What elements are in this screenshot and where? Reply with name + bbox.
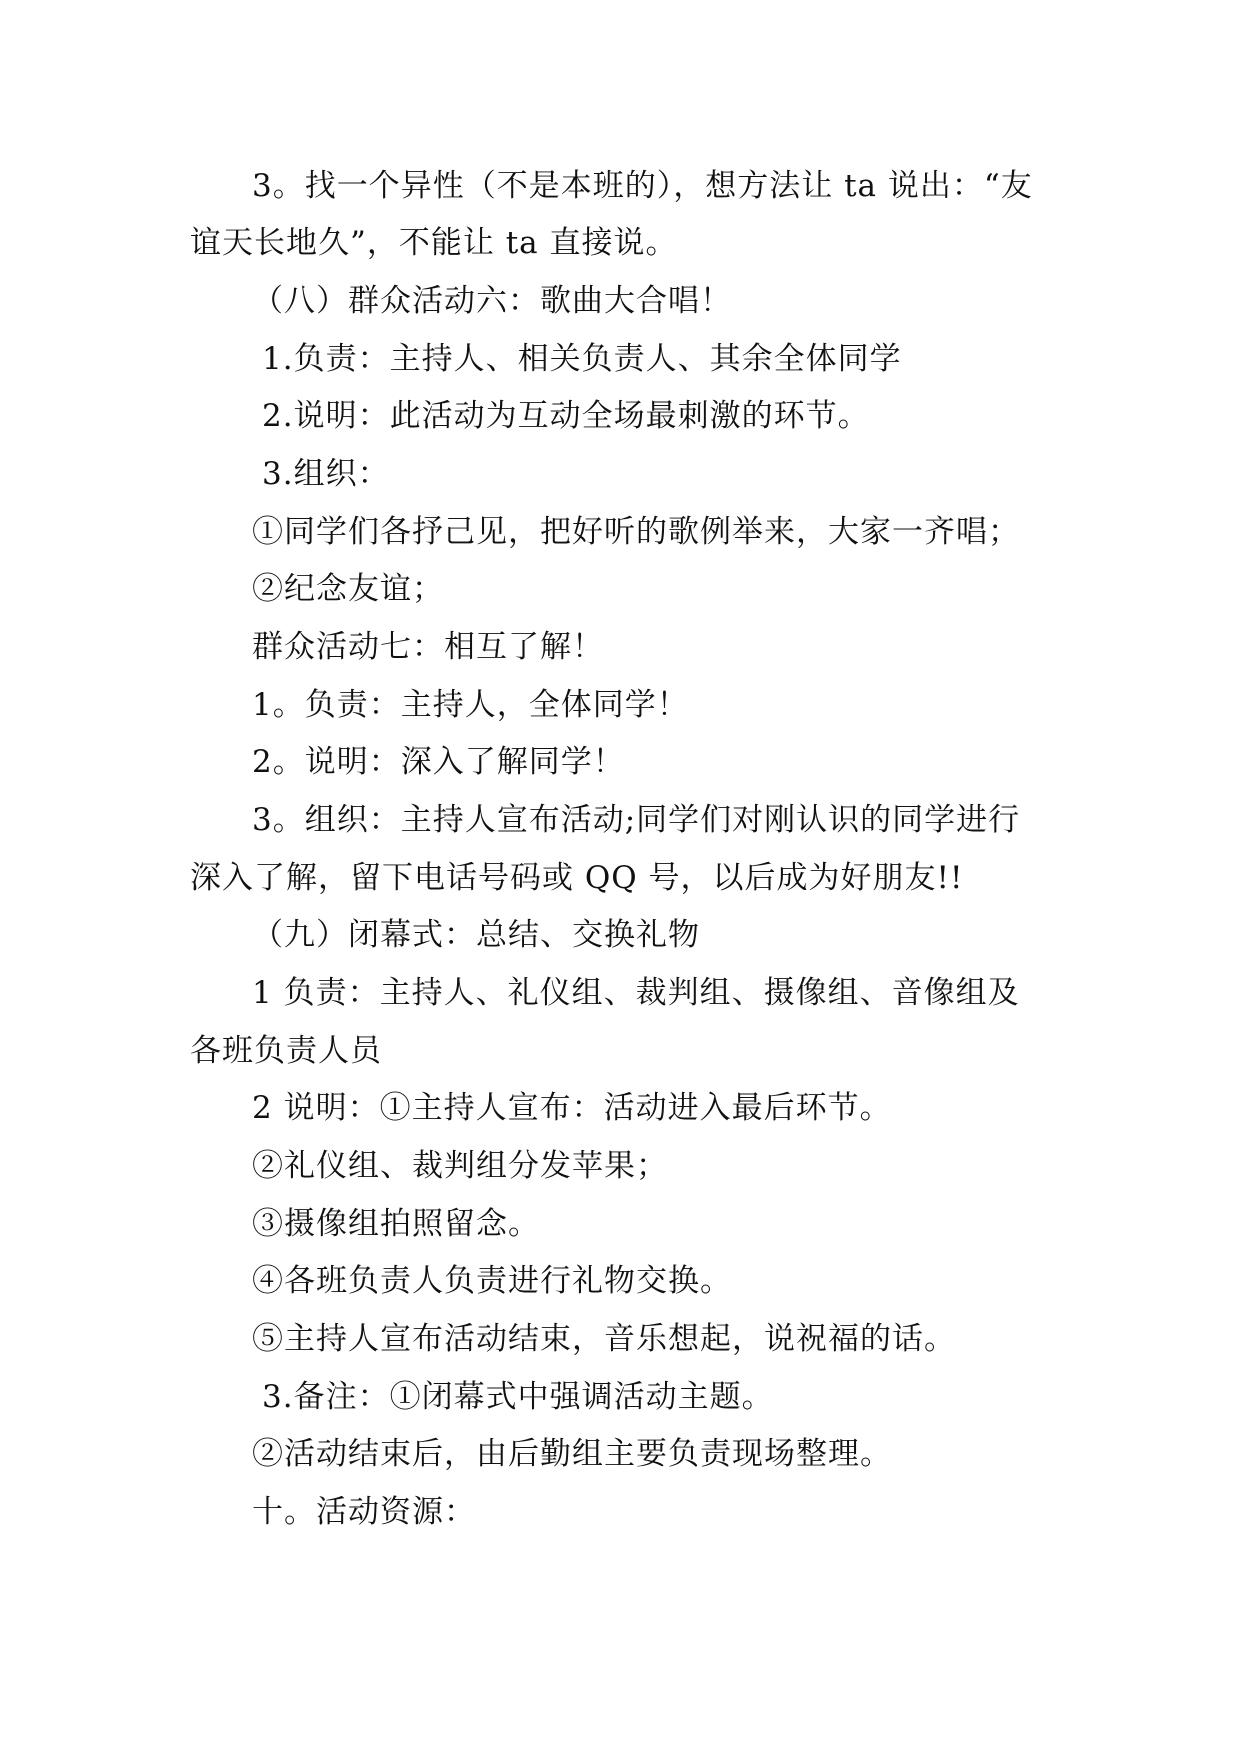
- paragraph-line: 1 负责：主持人、礼仪组、裁判组、摄像组、音像组及: [252, 975, 1020, 1011]
- paragraph-line: 各班负责人员: [190, 1033, 382, 1069]
- paragraph-line: ⑤主持人宣布活动结束，音乐想起，说祝福的话。: [252, 1321, 956, 1357]
- paragraph-line: ②纪念友谊；: [252, 571, 444, 607]
- paragraph-line: 3。找一个异性（不是本班的），想方法让 ta 说出：“友: [252, 168, 1033, 204]
- paragraph-line: 3。组织：主持人宣布活动;同学们对刚认识的同学进行: [252, 802, 1021, 838]
- paragraph-line: ④各班负责人负责进行礼物交换。: [252, 1263, 732, 1299]
- paragraph-line: ③摄像组拍照留念。: [252, 1206, 540, 1242]
- section-heading: （八）群众活动六：歌曲大合唱！: [252, 283, 732, 319]
- section-heading: （九）闭幕式：总结、交换礼物: [252, 917, 700, 953]
- section-heading: 十。活动资源：: [252, 1494, 476, 1530]
- paragraph-line: ①同学们各抒己见，把好听的歌例举来，大家一齐唱；: [252, 514, 1020, 550]
- paragraph-line: 3.备注：①闭幕式中强调活动主题。: [262, 1379, 774, 1415]
- paragraph-line: ②活动结束后，由后勤组主要负责现场整理。: [252, 1436, 892, 1472]
- paragraph-line: 1.负责：主持人、相关负责人、其余全体同学: [262, 341, 902, 377]
- paragraph-line: 深入了解，留下电话号码或 QQ 号，以后成为好朋友!!: [190, 860, 964, 896]
- paragraph-line: 3.组织：: [262, 456, 390, 492]
- paragraph-line: 2 说明：①主持人宣布：活动进入最后环节。: [252, 1090, 892, 1126]
- paragraph-line: 谊天长地久”，不能让 ta 直接说。: [190, 225, 678, 261]
- section-heading: 群众活动七：相互了解！: [252, 629, 604, 665]
- paragraph-line: 2。说明：深入了解同学！: [252, 744, 625, 780]
- paragraph-line: 1。负责：主持人，全体同学！: [252, 687, 689, 723]
- paragraph-line: 2.说明：此活动为互动全场最刺激的环节。: [262, 398, 870, 434]
- paragraph-line: ②礼仪组、裁判组分发苹果；: [252, 1148, 668, 1184]
